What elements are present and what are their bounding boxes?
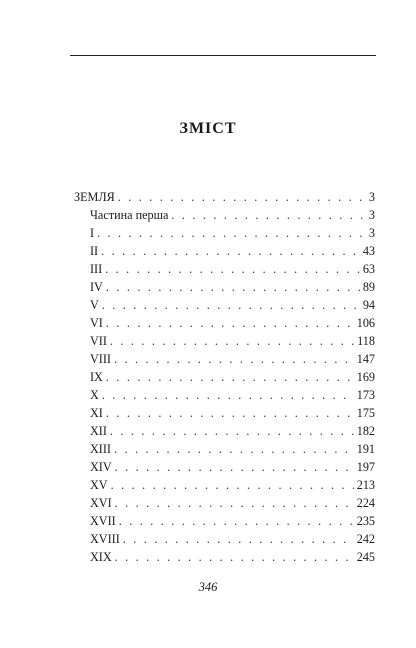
toc-entry-label: VI	[90, 316, 103, 330]
toc-entry-page: 118	[357, 334, 375, 348]
toc-entry-label: I	[90, 226, 95, 240]
toc-entry-label: ЗЕМЛЯ	[74, 190, 115, 204]
toc-entry[interactable]	[74, 512, 375, 530]
toc-entry-label: XV	[90, 478, 108, 492]
dot-leader	[106, 368, 354, 386]
toc-entry[interactable]	[74, 224, 375, 242]
toc-entry[interactable]	[74, 332, 375, 350]
header-rule	[70, 55, 376, 56]
toc-entry[interactable]	[74, 422, 375, 440]
toc-entry-label: X	[90, 388, 99, 402]
toc-entry-page: 242	[356, 532, 375, 546]
toc-entry-label: XII	[90, 424, 107, 438]
dot-leader	[102, 386, 354, 404]
dot-leader	[101, 242, 360, 260]
toc-entry[interactable]	[74, 242, 375, 260]
toc-entry-page: 191	[356, 442, 375, 456]
toc-entry-label: IX	[90, 370, 103, 384]
toc-entry[interactable]	[74, 314, 375, 332]
toc-entry[interactable]	[74, 548, 375, 566]
dot-leader	[114, 440, 354, 458]
toc-entry[interactable]	[74, 386, 375, 404]
dot-leader	[106, 278, 360, 296]
dot-leader	[105, 260, 360, 278]
toc-entry[interactable]	[74, 260, 375, 278]
toc-entry-label: II	[90, 244, 99, 258]
table-of-contents	[74, 188, 375, 566]
toc-entry-label: Частина перша	[90, 208, 169, 222]
toc-entry-page: 89	[362, 280, 375, 294]
page-title: ЗМІСТ	[179, 120, 237, 137]
toc-entry-label: XIX	[90, 550, 112, 564]
toc-entry[interactable]	[74, 404, 375, 422]
toc-entry-page: 106	[356, 316, 375, 330]
dot-leader	[111, 476, 354, 494]
toc-entry-label: IV	[90, 280, 103, 294]
toc-entry-label: XVIII	[90, 532, 120, 546]
toc-entry[interactable]	[74, 296, 375, 314]
dot-leader	[97, 224, 366, 242]
dot-leader	[119, 512, 354, 530]
toc-entry-label: XVII	[90, 514, 116, 528]
toc-entry-page: 197	[356, 460, 375, 474]
toc-entry-label: XVI	[90, 496, 112, 510]
toc-entry-label: XIII	[90, 442, 111, 456]
toc-entry-page: 224	[356, 496, 375, 510]
toc-entry-page: 235	[356, 514, 375, 528]
toc-entry-label: XIV	[90, 460, 112, 474]
toc-entry-page: 173	[356, 388, 375, 402]
dot-leader	[118, 188, 366, 206]
toc-entry-page: 175	[356, 406, 375, 420]
toc-entry-page: 182	[356, 424, 375, 438]
dot-leader	[106, 314, 354, 332]
dot-leader	[115, 548, 354, 566]
toc-entry[interactable]	[74, 206, 375, 224]
dot-leader	[114, 350, 354, 368]
toc-entry-page: 213	[356, 478, 375, 492]
toc-entry[interactable]	[74, 476, 375, 494]
toc-entry[interactable]	[74, 188, 375, 206]
toc-entry[interactable]	[74, 440, 375, 458]
dot-leader	[123, 530, 354, 548]
toc-entry-label: VII	[90, 334, 107, 348]
toc-entry[interactable]	[74, 278, 375, 296]
toc-entry-label: III	[90, 262, 103, 276]
toc-entry-label: XI	[90, 406, 103, 420]
toc-entry[interactable]	[74, 368, 375, 386]
toc-entry-label: V	[90, 298, 99, 312]
toc-entry[interactable]	[74, 458, 375, 476]
toc-entry-page: 3	[368, 190, 375, 204]
page-number: 346	[198, 580, 218, 594]
dot-leader	[106, 404, 354, 422]
dot-leader	[171, 206, 366, 224]
toc-entry[interactable]	[74, 494, 375, 512]
dot-leader	[115, 458, 354, 476]
toc-entry-page: 43	[362, 244, 375, 258]
toc-entry-page: 63	[362, 262, 375, 276]
toc-entry-page: 3	[368, 208, 375, 222]
dot-leader	[110, 332, 354, 350]
toc-entry[interactable]	[74, 350, 375, 368]
toc-entry-page: 245	[356, 550, 375, 564]
toc-entry[interactable]	[74, 530, 375, 548]
dot-leader	[102, 296, 360, 314]
toc-entry-page: 169	[356, 370, 375, 384]
toc-entry-page: 3	[368, 226, 375, 240]
dot-leader	[115, 494, 354, 512]
toc-entry-label: VIII	[90, 352, 111, 366]
toc-entry-page: 94	[362, 298, 375, 312]
dot-leader	[110, 422, 354, 440]
toc-entry-page: 147	[356, 352, 375, 366]
